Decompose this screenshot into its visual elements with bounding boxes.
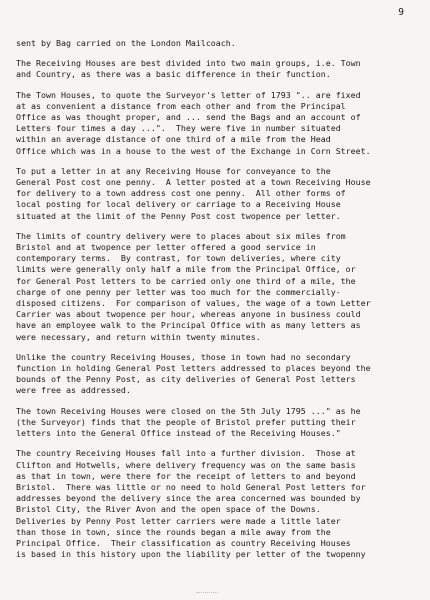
paragraph-1: sent by Bag carried on the London Mailcoach. — [16, 38, 236, 48]
body-text — [16, 38, 420, 569]
scan-smudge — [196, 588, 218, 593]
paragraph-4: To put a letter in at any Receiving House for conveyance to the General Post cost one penny. A letter posted at a town Receiving House for delivery to a town address cost one penny. All other forms of local posting for local delivery or carriage to a Receiving House situated at the limit of the Penny Post cost twopence per letter. — [16, 165, 371, 221]
paragraph-5: The limits of country delivery were to places about six miles from Bristol and at twopence per letter offered a good service in contemporary terms. By contrast, for town deliveries, where city limits were generally only half a mile from the Principal Office, or for General Post letters to be carried only one third of a mile, the charge of one penny per letter was too much for the commercially- disposed citizens. For comparison of values, the wage of a town Letter Carrier was about twopence per hour, whereas anyone in business could have an employee walk to the Principal Office with as many letters as were necessary, and return within twenty minutes. — [16, 230, 371, 342]
paragraph-6: Unlike the country Receiving Houses, those in town had no secondary function in holding General Post letters addressed to places beyond the bounds of the Penny Post, as city deliveries of General Post letters were free as addressed. — [16, 351, 371, 396]
page-number: 9 — [398, 7, 404, 18]
paragraph-7: The town Receiving Houses were closed on the 5th July 1795 ..." as he (the Surveyor) finds that the people of Bristol prefer putting their letters into the General Office instead of the Receiving Houses." — [16, 405, 361, 439]
paragraph-8: The country Receiving Houses fall into a further division. Those at Clifton and Hotwells, where delivery frequency was on the same basis as that in town, were there for the receipt of letters to and beyond Bristol. There was little or no need to hold General Post letters for addresses beyond the delivery since the area concerned was bounded by Bristol City, the River Avon and the open space of the Downs. Deliveries by Penny Post letter carriers were made a little later than those in town, since the rounds began a mile away from the Principal Office. Their classification as country Receiving Houses is based in this history upon the liability per letter of the twopenny — [16, 448, 366, 560]
paragraph-2: The Receiving Houses are best divided into two main groups, i.e. Town and Country, as there was a basic difference in their function. — [16, 58, 361, 80]
paragraph-3: The Town Houses, to quote the Surveyor's letter of 1793 ".. are fixed at as convenient a distance from each other and from the Principal Office as was thought proper, and ... send the Bags and an account of Letters four times a day ...". They were five in number situated within an average distance of one third of a mile from the Head Office which was in a house to the west of the Exchange in Corn Street. — [16, 89, 371, 156]
